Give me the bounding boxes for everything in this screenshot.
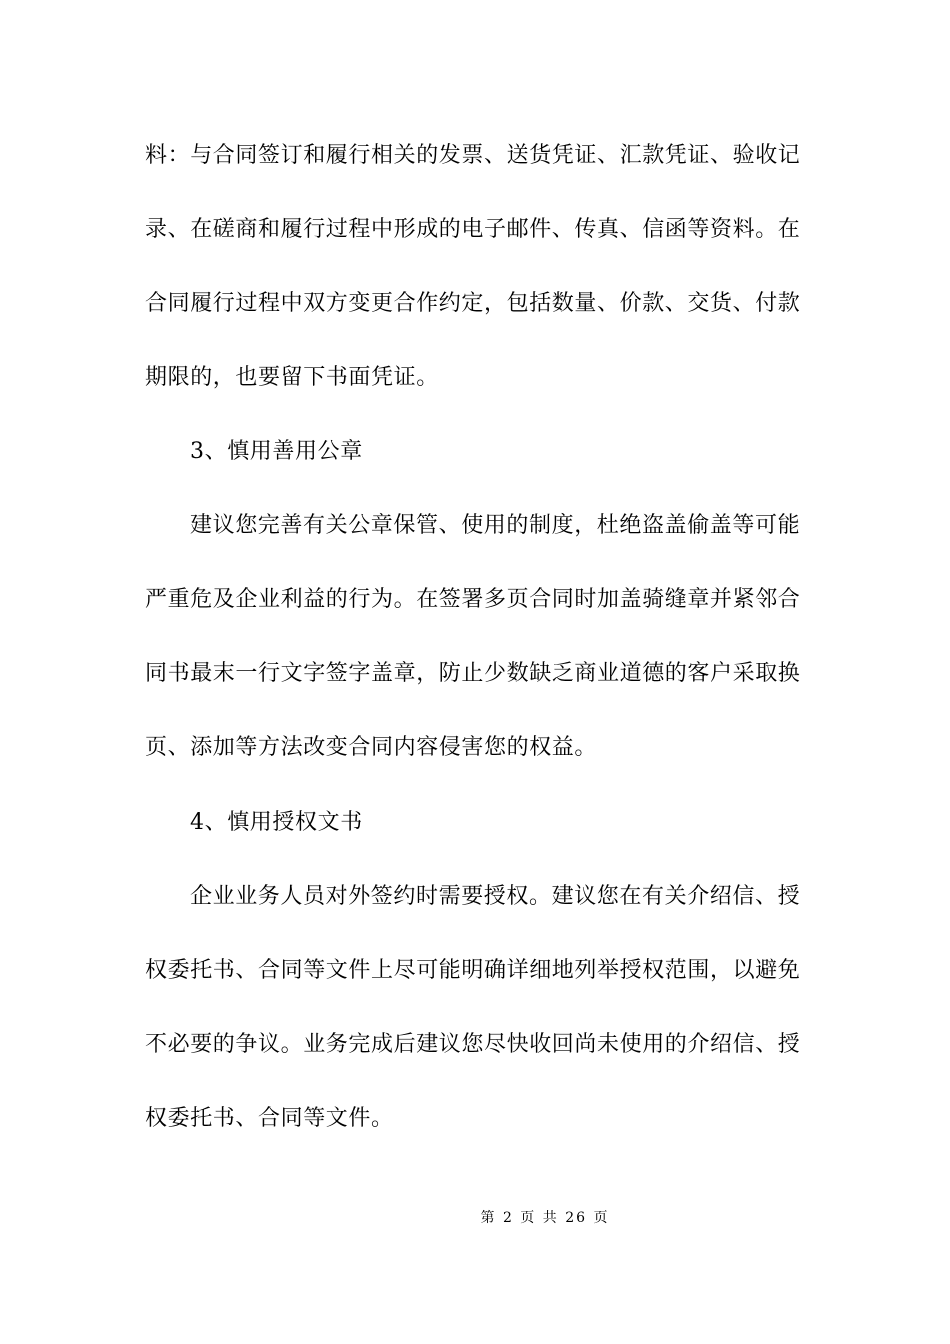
section-heading: 3、慎用善用公章 (190, 439, 363, 464)
paragraph-line: 建议您完善有关公章保管、使用的制度，杜绝盗盖偷盖等可能 (190, 513, 801, 538)
paragraph-line: 料：与合同签订和履行相关的发票、送货凭证、汇款凭证、验收记 (145, 143, 801, 168)
paragraph-line: 合同履行过程中双方变更合作约定，包括数量、价款、交货、付款 (145, 291, 801, 316)
paragraph-line: 页、添加等方法改变合同内容侵害您的权益。 (145, 735, 598, 760)
paragraph-line: 不必要的争议。业务完成后建议您尽快收回尚未使用的介绍信、授 (145, 1032, 801, 1057)
paragraph-line: 权委托书、合同等文件上尽可能明确详细地列举授权范围，以避免 (145, 958, 801, 983)
paragraph-line: 录、在磋商和履行过程中形成的电子邮件、传真、信函等资料。在 (145, 217, 801, 242)
paragraph-line: 同书最末一行文字签字盖章，防止少数缺乏商业道德的客户采取换 (145, 661, 801, 686)
paragraph-line: 企业业务人员对外签约时需要授权。建议您在有关介绍信、授 (190, 884, 801, 909)
section-heading: 4、慎用授权文书 (190, 810, 363, 835)
page-number-footer: 第 2 页 共 26 页 (480, 1210, 610, 1226)
paragraph-line: 权委托书、合同等文件。 (145, 1106, 394, 1131)
paragraph-line: 严重危及企业利益的行为。在签署多页合同时加盖骑缝章并紧邻合 (145, 587, 801, 612)
paragraph-line: 期限的，也要留下书面凭证。 (145, 365, 439, 390)
